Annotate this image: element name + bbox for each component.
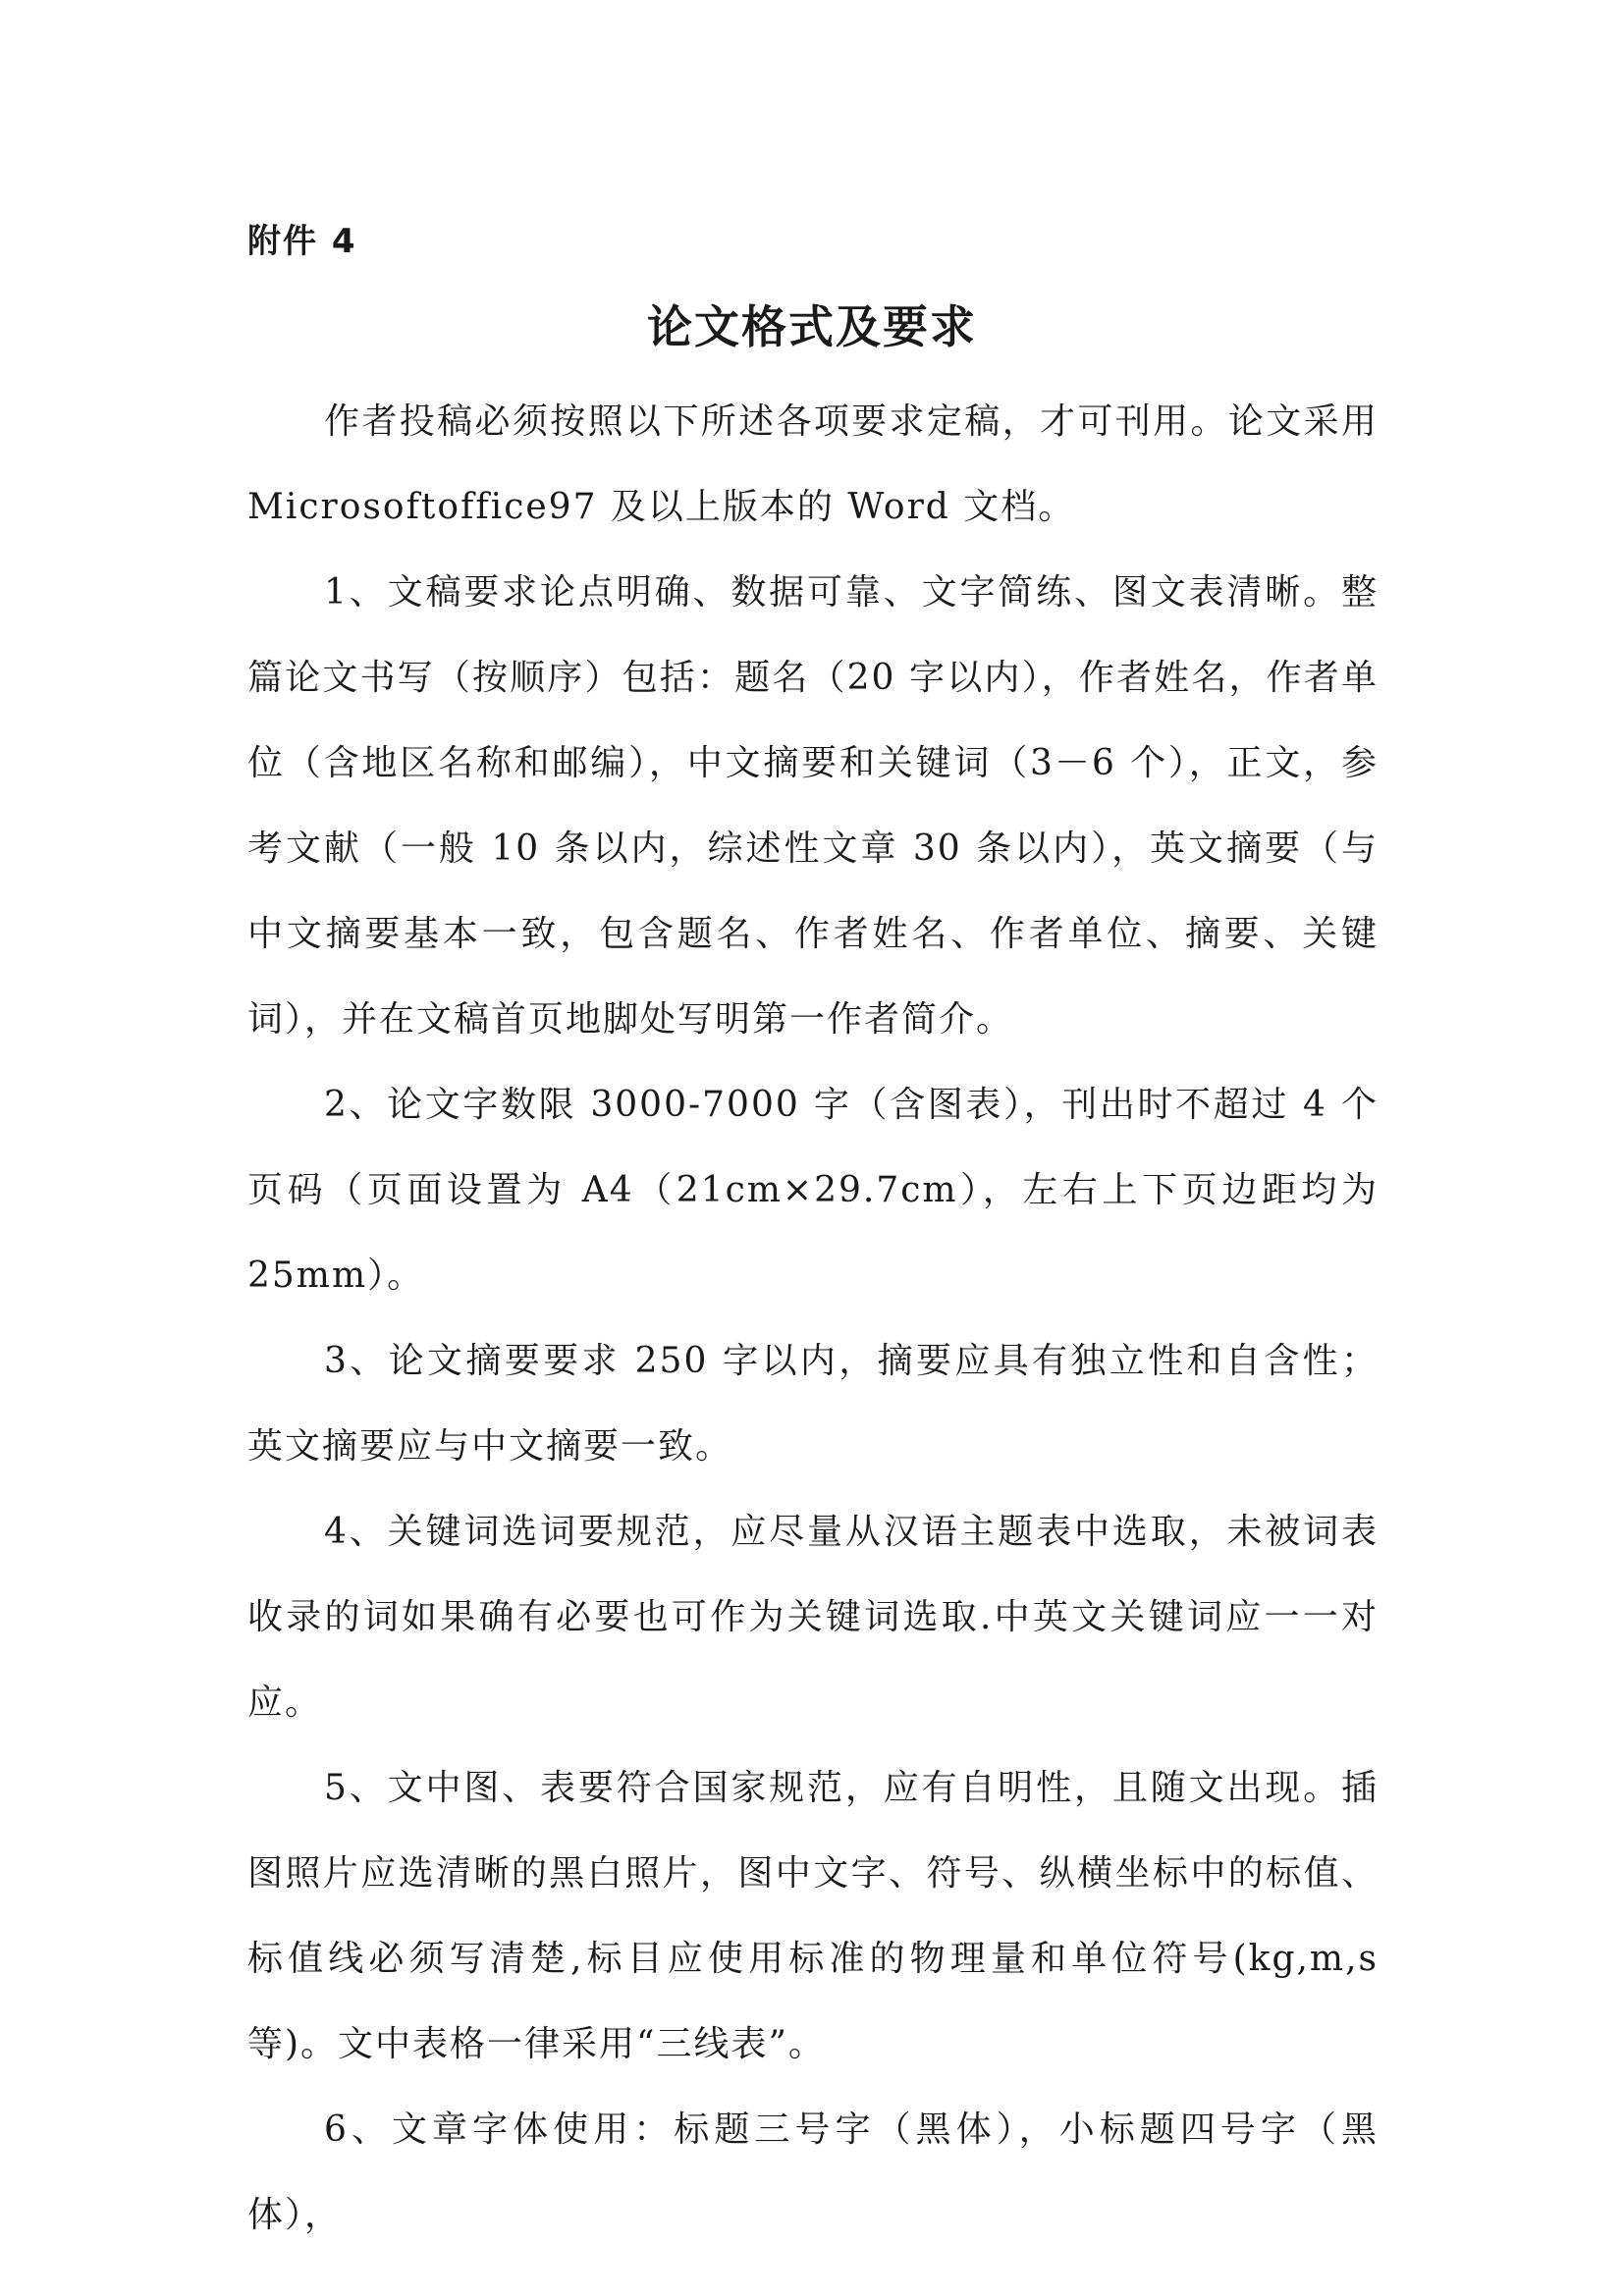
requirement-paragraph-4: 4、关键词选词要规范，应尽量从汉语主题表中选取，未被词表收录的词如果确有必要也可作为关键词选取.中英文关键词应一一对应。 (247, 1512, 1379, 1723)
intro-paragraph: 作者投稿必须按照以下所述各项要求定稿，才可刊用。论文采用 Microsoftoffice97 及以上版本的 Word 文档。 (247, 401, 1379, 527)
document-body (247, 379, 1379, 2258)
requirement-paragraph-6: 6、文章字体使用：标题三号字（黑体），小标题四号字（黑体）， (247, 2109, 1379, 2235)
requirement-paragraph-5: 5、文中图、表要符合国家规范，应有自明性，且随文出现。插图照片应选清晰的黑白照片，图中文字、符号、纵横坐标中的标值、标值线必须写清楚,标目应使用标准的物理量和单位符号(kg,m,s 等)。文中表格一律采用“三线表”。 (247, 1768, 1379, 2064)
requirement-paragraph-3: 3、论文摘要要求 250 字以内，摘要应具有独立性和自含性；英文摘要应与中文摘要一致。 (247, 1341, 1379, 1467)
requirement-paragraph-1: 1、文稿要求论点明确、数据可靠、文字简练、图文表清晰。整篇论文书写（按顺序）包括：题名（20 字以内），作者姓名，作者单位（含地区名称和邮编），中文摘要和关键词（3－6 个），正文，参考文献（一般 10 条以内，综述性文章 30 条以内），英文摘要（与中文摘要基本一致，包含题名、作者姓名、作者单位、摘要、关键词），并在文稿首页地脚处写明第一作者简介。 (247, 572, 1379, 1040)
attachment-label: 附件 4 (247, 222, 357, 261)
document-title: 论文格式及要求 (647, 300, 977, 353)
requirement-paragraph-2: 2、论文字数限 3000-7000 字（含图表），刊出时不超过 4 个页码（页面设置为 A4（21cm×29.7cm），左右上下页边距均为 25mm）。 (247, 1085, 1379, 1296)
